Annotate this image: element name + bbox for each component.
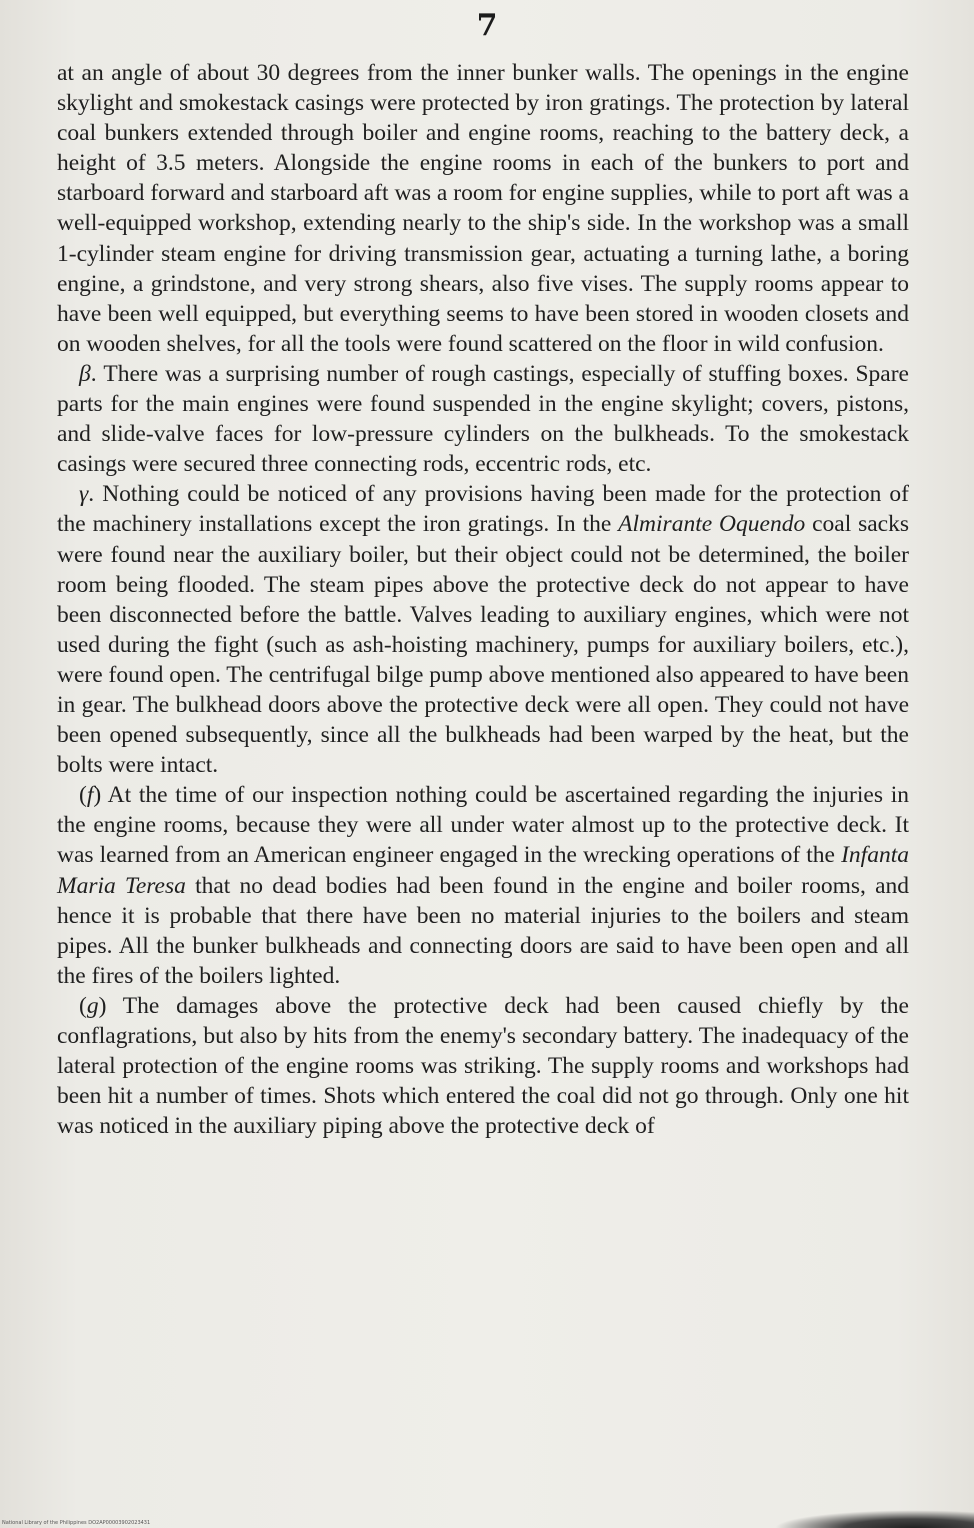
- paragraph-4: [57, 780, 909, 991]
- paragraph-label: β: [79, 360, 91, 387]
- scan-shadow: [774, 1510, 974, 1528]
- paragraph-1: [57, 58, 909, 359]
- paragraph-text: ) At the time of our inspection nothing could be ascertained regarding the injuries in the engine rooms, because they were all under water almost up to the protective deck. It was learned from an American engineer engaged in the wrecking operations of the: [57, 782, 909, 869]
- ship-name: Almirante Oquendo: [618, 511, 806, 538]
- page-number: 7: [476, 8, 498, 43]
- paragraph-3: [57, 479, 909, 780]
- paragraph-label: γ: [79, 481, 89, 508]
- paragraph-5: [57, 991, 909, 1141]
- body-text: [57, 58, 909, 1141]
- ship-name: Infanta Maria Teresa: [57, 842, 909, 899]
- footer-attribution: National Library of the Philippines DO2AP00003902023431: [2, 1520, 151, 1526]
- paragraph-text: coal sacks were found near the auxiliary boiler, but their object could not be determined, the boiler room being flooded. The steam pipes above the protective deck do not appear to have been disconnected before the battle. Valves leading to auxiliary engines, which were not used during the fight (such as ash-hoisting machinery, pumps for auxiliary boilers, etc.), were found open. The centrifugal bilge pump above mentioned also appeared to have been in gear. The bulkhead doors above the protective deck were all open. They could not have been opened subsequently, since all the bulkheads had been warped by the heat, but the bolts were intact.: [57, 511, 910, 779]
- paragraph-label: g: [86, 992, 99, 1019]
- paragraph-text: (: [79, 782, 87, 809]
- paragraph-label: f: [86, 782, 94, 809]
- paragraph-text: at an angle of about 30 degrees from the inner bunker walls. The openings in the engine skylight and smokestack casings were protected by iron gratings. The protection by lateral coal bunkers extended through boiler and engine rooms, reaching to the battery deck, a height of 3.5 meters. Alongside the engine rooms in each of the bunkers to port and starboard forward and starboard aft was a room for engine supplies, while to port aft was a well-equipped workshop, extending nearly to the ship's side. In the workshop was a small 1-cylinder steam engine for driving transmission gear, actuating a turning lathe, a boring engine, a grindstone, and very strong shears, also five vises. The supply rooms appear to have been well equipped, but everything seems to have been stored in wooden closets and on wooden shelves, for all the tools were found scattered on the floor in wild confusion.: [57, 60, 909, 357]
- paragraph-text: that no dead bodies had been found in the engine and boiler rooms, and hence it is probable that there have been no material injuries to the boilers and steam pipes. All the bunker bulkheads and connecting doors are said to have been open and all the fires of the boilers lighted.: [57, 872, 910, 989]
- paragraph-text: ) The damages above the protective deck had been caused chiefly by the conflagrations, but also by hits from the enemy's secondary battery. The inadequacy of the lateral protection of the engine rooms was striking. The supply rooms and workshops had been hit a number of times. Shots which entered the coal did not go through. Only one hit was noticed in the auxiliary piping above the protective deck of: [57, 992, 909, 1140]
- paragraph-text: . Nothing could be noticed of any provisions having been made for the protection of the machinery installations except the iron gratings. In the: [57, 481, 909, 538]
- paragraph-text: . There was a surprising number of rough castings, especially of stuffing boxes. Spare parts for the main engines were found suspended in the engine skylight; covers, pistons, and slide-valve faces for low-pressure cylinders on the bulkheads. To the smokestack casings were secured three connecting rods, eccentric rods, etc.: [57, 360, 909, 478]
- paragraph-2: [57, 359, 909, 479]
- paragraph-text: (: [79, 992, 87, 1019]
